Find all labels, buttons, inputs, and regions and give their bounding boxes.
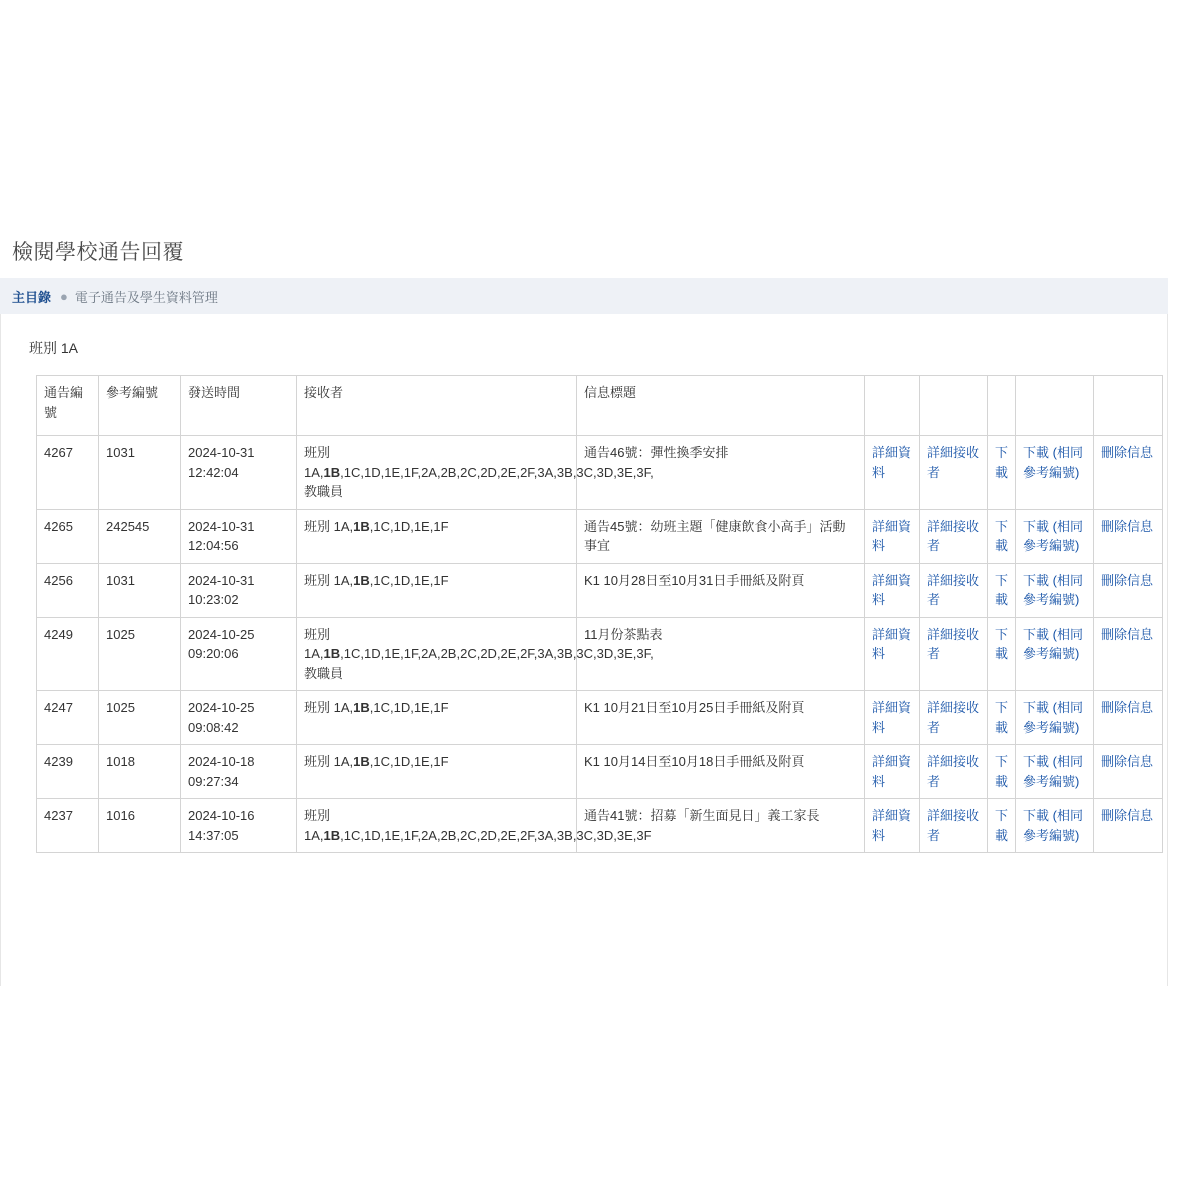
- cell-download-link: [988, 509, 1016, 563]
- detail-link[interactable]: 詳細資料: [872, 700, 912, 735]
- cell-sent-time: 2024-10-31 12:04:56: [181, 509, 297, 563]
- cell-notice-no: 4239: [37, 745, 99, 799]
- delete-notice-link[interactable]: 刪除信息: [1101, 518, 1154, 534]
- notices-table: [36, 375, 1163, 853]
- recipient-token-1b: 1B: [353, 754, 370, 769]
- delete-notice-link[interactable]: 刪除信息: [1101, 445, 1154, 460]
- column-header-recipients: 接收者: [297, 376, 577, 436]
- recipient-token-1b: 1B: [353, 518, 370, 534]
- cell-detail-link: [865, 436, 920, 510]
- cell-download-link: [988, 436, 1016, 510]
- cell-detail-link: [865, 563, 920, 617]
- cell-subject: 通告45號：幼班主題「健康飲食小高手」活動事宜: [577, 509, 865, 563]
- cell-notice-no: 4265: [37, 509, 99, 563]
- recipient-detail-link[interactable]: 詳細接收者: [927, 518, 980, 553]
- column-header-ref-no: 參考編號: [99, 376, 181, 436]
- table-row: [37, 691, 1163, 745]
- column-header-sent-time: 發送時間: [181, 376, 297, 436]
- cell-subject: K1 10月14日至10月18日手冊紙及附頁: [577, 745, 865, 799]
- column-header-download-same-ref: [1016, 376, 1094, 436]
- cell-subject: 通告41號：招募「新生面見日」義工家長: [577, 799, 865, 853]
- delete-notice-link[interactable]: 刪除信息: [1101, 754, 1154, 769]
- detail-link[interactable]: 詳細資料: [872, 518, 912, 553]
- column-header-notice-no: 通告編號: [37, 376, 99, 436]
- cell-recipients: 班別 1A,1B,1C,1D,1E,1F,2A,2B,2C,2D,2E,2F,3A,3B,3C,3D,3E,3F,教職員: [297, 617, 577, 691]
- cell-recipient-detail-link: [920, 691, 988, 745]
- cell-recipient-detail-link: [920, 563, 988, 617]
- cell-sent-time: 2024-10-16 14:37:05: [181, 799, 297, 853]
- recipient-detail-link[interactable]: 詳細接收者: [927, 700, 980, 735]
- table-row: [37, 563, 1163, 617]
- table-row: [37, 509, 1163, 563]
- download-same-ref-link[interactable]: 下載 (相同參考編號): [1023, 626, 1083, 661]
- cell-detail-link: [865, 691, 920, 745]
- cell-subject: 通告46號：彈性換季安排: [577, 436, 865, 510]
- column-header-detail: [865, 376, 920, 436]
- cell-ref-no: 1025: [99, 691, 181, 745]
- cell-download-link: [988, 563, 1016, 617]
- cell-detail-link: [865, 745, 920, 799]
- detail-link[interactable]: 詳細資料: [872, 626, 912, 661]
- notices-table-wrapper: [36, 375, 1162, 853]
- cell-recipients: 班別 1A,1B,1C,1D,1E,1F: [297, 691, 577, 745]
- breadcrumb-home-link[interactable]: 主目錄: [12, 289, 52, 305]
- recipient-detail-link[interactable]: 詳細接收者: [927, 572, 980, 607]
- download-same-ref-link[interactable]: 下載 (相同參考編號): [1023, 754, 1083, 789]
- cell-notice-no: 4256: [37, 563, 99, 617]
- cell-delete-link: [1094, 691, 1163, 745]
- detail-link[interactable]: 詳細資料: [872, 572, 912, 607]
- cell-recipients: 班別 1A,1B,1C,1D,1E,1F,2A,2B,2C,2D,2E,2F,3A,3B,3C,3D,3E,3F,教職員: [297, 436, 577, 510]
- download-link[interactable]: 下載: [995, 808, 1009, 843]
- cell-recipients: 班別 1A,1B,1C,1D,1E,1F: [297, 745, 577, 799]
- cell-subject: 11月份茶點表: [577, 617, 865, 691]
- download-same-ref-link[interactable]: 下載 (相同參考編號): [1023, 700, 1083, 735]
- cell-ref-no: 1016: [99, 799, 181, 853]
- cell-download-link: [988, 745, 1016, 799]
- recipient-token-1b: 1B: [353, 700, 370, 715]
- breadcrumb: [0, 278, 1168, 314]
- column-header-subject: 信息標題: [577, 376, 865, 436]
- recipient-token-1b: 1B: [323, 464, 341, 480]
- cell-recipient-detail-link: [920, 436, 988, 510]
- class-label: 班別 1A: [29, 340, 79, 356]
- cell-recipients: 班別 1A,1B,1C,1D,1E,1F: [297, 509, 577, 563]
- cell-recipient-detail-link: [920, 799, 988, 853]
- cell-delete-link: [1094, 799, 1163, 853]
- cell-ref-no: 1031: [99, 436, 181, 510]
- cell-notice-no: 4267: [37, 436, 99, 510]
- cell-download-same-ref-link: [1016, 617, 1094, 691]
- page-title: 檢閱學校通告回覆: [12, 241, 184, 265]
- download-same-ref-link[interactable]: 下載 (相同參考編號): [1023, 572, 1083, 607]
- cell-download-link: [988, 691, 1016, 745]
- cell-subject: K1 10月21日至10月25日手冊紙及附頁: [577, 691, 865, 745]
- table-header-row: [37, 376, 1163, 436]
- detail-link[interactable]: 詳細資料: [872, 754, 912, 789]
- cell-ref-no: 1025: [99, 617, 181, 691]
- recipient-token-1b: 1B: [323, 646, 341, 661]
- breadcrumb-current: 電子通告及學生資料管理: [74, 289, 218, 305]
- download-link[interactable]: 下載: [995, 445, 1009, 480]
- recipient-detail-link[interactable]: 詳細接收者: [927, 754, 980, 789]
- cell-sent-time: 2024-10-18 09:27:34: [181, 745, 297, 799]
- delete-notice-link[interactable]: 刪除信息: [1101, 572, 1154, 588]
- cell-download-same-ref-link: [1016, 563, 1094, 617]
- detail-link[interactable]: 詳細資料: [872, 445, 912, 480]
- cell-recipients: 班別 1A,1B,1C,1D,1E,1F: [297, 563, 577, 617]
- download-link[interactable]: 下載: [995, 626, 1009, 661]
- breadcrumb-separator-icon: ●: [60, 288, 68, 304]
- table-row: [37, 436, 1163, 510]
- cell-recipient-detail-link: [920, 509, 988, 563]
- delete-notice-link[interactable]: 刪除信息: [1101, 700, 1154, 715]
- cell-sent-time: 2024-10-31 12:42:04: [181, 436, 297, 510]
- cell-sent-time: 2024-10-25 09:20:06: [181, 617, 297, 691]
- cell-detail-link: [865, 799, 920, 853]
- recipient-detail-link[interactable]: 詳細接收者: [927, 626, 980, 661]
- recipient-token-1b: 1B: [323, 827, 341, 843]
- download-link[interactable]: 下載: [995, 700, 1009, 735]
- cell-subject: K1 10月28日至10月31日手冊紙及附頁: [577, 563, 865, 617]
- download-same-ref-link[interactable]: 下載 (相同參考編號): [1023, 808, 1083, 843]
- download-same-ref-link[interactable]: 下載 (相同參考編號): [1023, 518, 1083, 553]
- recipient-detail-link[interactable]: 詳細接收者: [927, 445, 980, 480]
- download-link[interactable]: 下載: [995, 518, 1009, 553]
- cell-notice-no: 4237: [37, 799, 99, 853]
- cell-recipient-detail-link: [920, 617, 988, 691]
- table-row: [37, 799, 1163, 853]
- cell-ref-no: 242545: [99, 509, 181, 563]
- cell-ref-no: 1031: [99, 563, 181, 617]
- column-header-recipient-detail: [920, 376, 988, 436]
- cell-download-same-ref-link: [1016, 509, 1094, 563]
- cell-delete-link: [1094, 617, 1163, 691]
- cell-ref-no: 1018: [99, 745, 181, 799]
- cell-detail-link: [865, 509, 920, 563]
- cell-notice-no: 4247: [37, 691, 99, 745]
- recipient-detail-link[interactable]: 詳細接收者: [927, 808, 980, 843]
- detail-link[interactable]: 詳細資料: [872, 808, 912, 843]
- delete-notice-link[interactable]: 刪除信息: [1101, 626, 1154, 642]
- column-header-download: [988, 376, 1016, 436]
- cell-delete-link: [1094, 745, 1163, 799]
- cell-sent-time: 2024-10-31 10:23:02: [181, 563, 297, 617]
- cell-download-same-ref-link: [1016, 436, 1094, 510]
- cell-delete-link: [1094, 563, 1163, 617]
- download-link[interactable]: 下載: [995, 754, 1009, 789]
- download-link[interactable]: 下載: [995, 572, 1009, 607]
- table-row: [37, 745, 1163, 799]
- cell-recipient-detail-link: [920, 745, 988, 799]
- column-header-delete: [1094, 376, 1163, 436]
- download-same-ref-link[interactable]: 下載 (相同參考編號): [1023, 445, 1083, 480]
- cell-download-same-ref-link: [1016, 745, 1094, 799]
- cell-notice-no: 4249: [37, 617, 99, 691]
- cell-detail-link: [865, 617, 920, 691]
- cell-download-link: [988, 799, 1016, 853]
- table-row: [37, 617, 1163, 691]
- cell-download-same-ref-link: [1016, 799, 1094, 853]
- cell-download-same-ref-link: [1016, 691, 1094, 745]
- delete-notice-link[interactable]: 刪除信息: [1101, 808, 1154, 823]
- cell-recipients: 班別 1A,1B,1C,1D,1E,1F,2A,2B,2C,2D,2E,2F,3A,3B,3C,3D,3E,3F: [297, 799, 577, 853]
- cell-sent-time: 2024-10-25 09:08:42: [181, 691, 297, 745]
- cell-delete-link: [1094, 436, 1163, 510]
- recipient-token-1b: 1B: [353, 572, 370, 588]
- cell-download-link: [988, 617, 1016, 691]
- cell-delete-link: [1094, 509, 1163, 563]
